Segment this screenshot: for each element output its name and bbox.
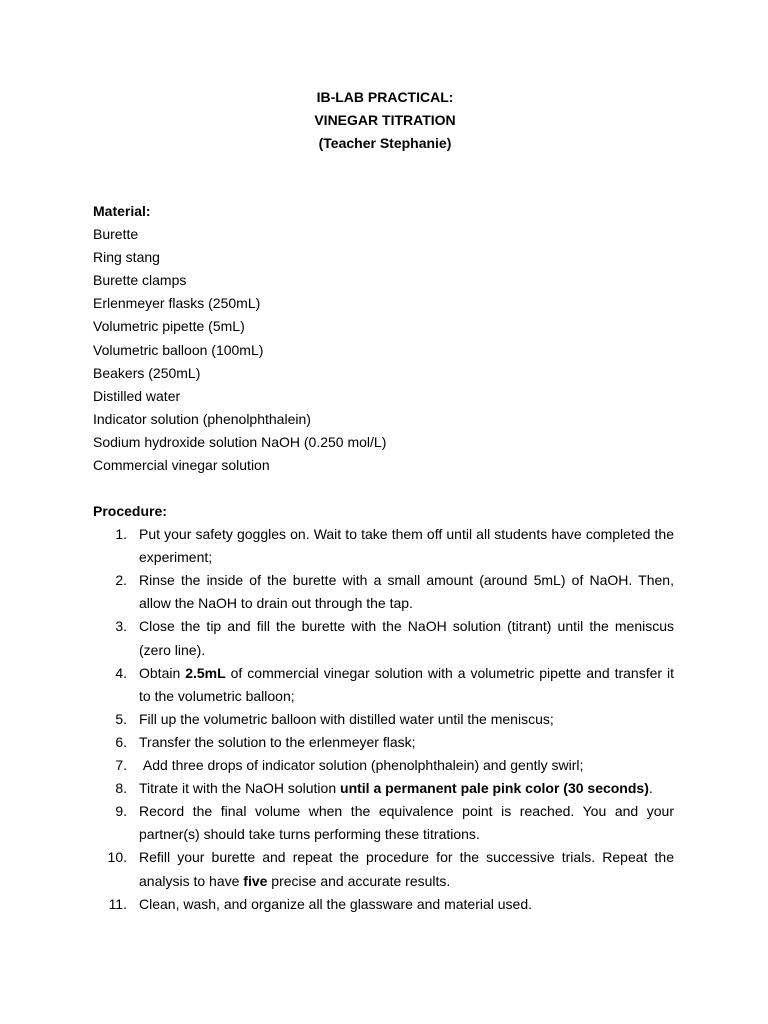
step-text-bold: until a permanent pale pink color (30 seconds)	[340, 780, 649, 797]
procedure-step	[93, 777, 674, 800]
step-number: 11.	[108, 895, 127, 912]
step-text	[139, 615, 678, 661]
procedure-step	[93, 846, 678, 892]
material-item: Volumetric pipette (5mL)	[93, 318, 245, 335]
document-title	[0, 86, 768, 155]
step-number: 8.	[115, 780, 127, 797]
material-item: Indicator solution (phenolphthalein)	[93, 410, 311, 427]
step-text	[139, 893, 674, 916]
step-text	[139, 846, 678, 892]
step-text	[139, 569, 678, 615]
step-text	[139, 662, 678, 708]
procedure-step	[93, 754, 674, 777]
procedure-step	[93, 708, 674, 731]
step-text-part: Record the final volume when the equivalence point is reached. You and your partner(s) should take turns performing these titrations.	[139, 803, 678, 843]
title-line-1: IB-LAB PRACTICAL:	[316, 89, 454, 105]
procedure-section	[93, 500, 678, 916]
procedure-step	[93, 893, 674, 916]
material-item: Erlenmeyer flasks (250mL)	[93, 295, 261, 312]
step-text-part: Clean, wash, and organize all the glassware and material used.	[139, 895, 533, 912]
procedure-step	[93, 615, 678, 661]
step-text	[139, 754, 674, 777]
material-item: Volumetric balloon (100mL)	[93, 341, 264, 358]
step-number: 3.	[115, 618, 127, 635]
material-item: Commercial vinegar solution	[93, 457, 270, 474]
step-text-bold: 2.5mL	[185, 664, 226, 681]
step-text-part: Put your safety goggles on. Wait to take them off until all students have completed the experiment;	[139, 526, 678, 566]
step-text-part: Fill up the volumetric balloon with distilled water until the meniscus;	[139, 710, 554, 727]
title-line-3: (Teacher Stephanie)	[318, 135, 452, 151]
material-item: Distilled water	[93, 387, 181, 404]
step-number: 7.	[115, 757, 127, 774]
step-text	[139, 731, 674, 754]
procedure-step	[93, 662, 678, 708]
step-text-part: Add three drops of indicator solution (phenolphthalein) and gently swirl;	[139, 757, 584, 774]
material-item: Ring stang	[93, 249, 160, 266]
material-list	[93, 223, 693, 477]
step-text-part: Refill your burette and repeat the procedure for the successive trials. Repeat the analysis to have	[139, 849, 678, 889]
title-line-2: VINEGAR TITRATION	[314, 112, 456, 128]
procedure-step	[93, 569, 678, 615]
procedure-list	[93, 523, 678, 916]
material-section	[93, 200, 693, 477]
step-text-part: .	[648, 780, 653, 797]
material-item: Beakers (250mL)	[93, 364, 201, 381]
procedure-step	[93, 523, 678, 569]
step-text	[139, 708, 674, 731]
procedure-heading: Procedure:	[93, 503, 167, 519]
step-text-part: Close the tip and fill the burette with the NaOH solution (titrant) until the meniscus (zero line).	[139, 618, 678, 658]
step-text	[139, 800, 678, 846]
step-number: 10.	[107, 849, 127, 866]
step-number: 1.	[115, 526, 127, 543]
step-text-part: precise and accurate results.	[267, 872, 451, 889]
procedure-step	[93, 800, 678, 846]
step-number: 9.	[115, 803, 127, 820]
step-text	[139, 777, 674, 800]
procedure-step	[93, 731, 674, 754]
step-text-part: Obtain	[139, 664, 186, 681]
step-text	[139, 523, 678, 569]
step-number: 5.	[115, 710, 127, 727]
step-text-bold: five	[243, 872, 268, 889]
step-text-part: of commercial vinegar solution with a volumetric pipette and transfer it to the volumetric balloon;	[139, 664, 678, 704]
material-heading: Material:	[93, 203, 151, 219]
step-text-part: Titrate it with the NaOH solution	[139, 780, 341, 797]
step-text-part: Transfer the solution to the erlenmeyer flask;	[139, 733, 416, 750]
material-item: Sodium hydroxide solution NaOH (0.250 mol/L)	[93, 433, 387, 450]
step-number: 2.	[115, 572, 127, 589]
material-item: Burette clamps	[93, 272, 187, 289]
material-item: Burette	[93, 226, 139, 243]
step-number: 4.	[115, 664, 127, 681]
step-text-part: Rinse the inside of the burette with a small amount (around 5mL) of NaOH. Then, allow the NaOH to drain out through the tap.	[139, 572, 678, 612]
step-number: 6.	[115, 733, 127, 750]
